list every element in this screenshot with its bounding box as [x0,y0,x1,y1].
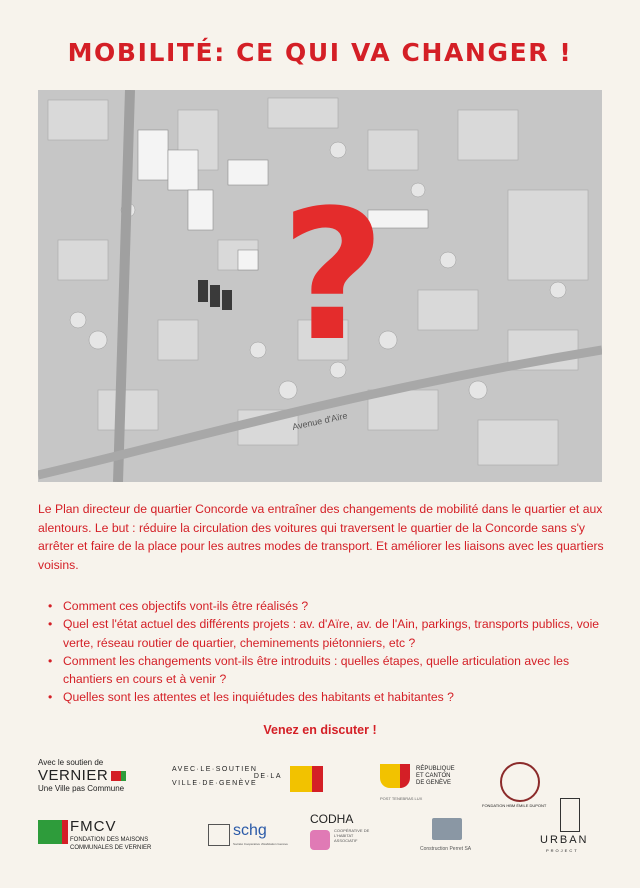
vernier-tagline: Une Ville pas Commune [38,784,125,793]
geneve-line1: AVEC·LE·SOUTIEN [172,766,258,773]
call-to-action: Venez en discuter ! [263,723,377,737]
codha-logo [310,812,370,843]
schg-blocks-icon [208,824,230,846]
schg-name: schg [233,822,267,839]
fmcv-mark-icon [38,820,68,844]
vernier-logo [38,758,148,793]
canton-motto: POST TENEBRAS LUX [380,796,423,801]
geneve-ville-logo [172,766,332,787]
page-title: MOBILITÉ: CE QUI VA CHANGER ! [67,38,573,67]
fmcv-name: FMCV [70,818,117,835]
list-item: • Comment ces objectifs vont-ils être réalisés ? [46,597,606,615]
canton-line2: ET CANTON [416,773,451,779]
question-mark: ? [280,172,386,381]
schg-sub: Société Coopérative d'Habitation Genève [233,842,288,846]
geneve-crest-icon [290,766,323,792]
list-item: • Quelles sont les attentes et les inquiétudes des habitants et habitantes ? [46,688,606,706]
canton-line1: RÉPUBLIQUE [416,766,455,772]
vernier-prefix: Avec le soutien de [38,758,104,767]
perret-name: Construction Perret SA [420,846,472,852]
geneve-line2: DE·LA [253,773,282,780]
street-label: Avenue d'Aïre [291,410,349,432]
urban-name: URBAN [540,834,589,846]
codha-mark-icon [310,830,330,850]
urban-sub: PROJECT [546,848,579,853]
hbm-label: FONDATION HBM ÉMILE DUPONT [482,803,547,808]
map-illustration [38,90,602,482]
vernier-name: VERNIER [38,767,109,784]
fmcv-line2: COMMUNALES DE VERNIER [70,845,152,851]
fmcv-line1: FONDATION DES MAISONS [70,837,149,843]
canton-line3: DE GENÈVE [416,780,452,786]
list-item: • Quel est l'état actuel des différents projets : av. d'Aïre, av. de l'Ain, parkings, transports publics, voie verte, réseau routier de quartier, cheminements piétonniers, etc ? [46,615,606,652]
urban-building-icon [560,798,580,832]
geneve-line3: VILLE·DE·GENÈVE [172,780,258,787]
hbm-house-icon [500,762,540,802]
intro-paragraph: Le Plan directeur de quartier Concorde va entraîner des changements de mobilité dans le quartier et aux alentours. Le but : réduire la circulation des voitures qui traversent le quartier de la Concorde sans s'y arrêter et faire de la place pour les autres modes de transport. Et améliorer les liaisons avec les quartiers voisins. [38,502,604,572]
codha-sub: COOPÉRATIVE DE L'HABITAT ASSOCIATIF [334,828,370,843]
list-item: • Comment les changements vont-ils être introduits : quelles étapes, quelle articulation avec les chantiers en cours et à venir ? [46,652,606,689]
questions-list [46,597,606,707]
vernier-mark-icon [111,771,126,781]
perret-mark-icon [432,818,462,840]
canton-shield-icon [380,764,410,788]
codha-name: CODHA [310,812,354,826]
aerial-map [38,90,602,482]
